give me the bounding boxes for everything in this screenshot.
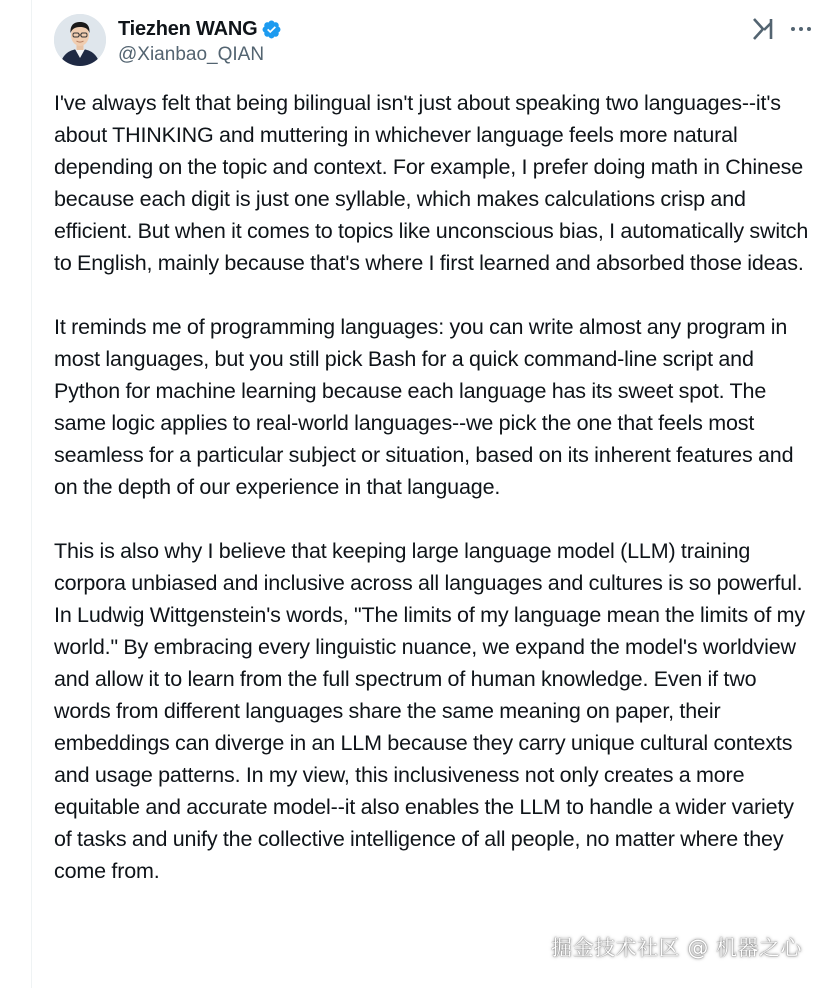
tweet-paragraph: It reminds me of programming languages: you can write almost any program in most languages, but you still pick Bash for a quick command-line script and Python for machine learning because each language has its sweet spot. The same logic applies to real-world languages--we pick the one that feels most seamless for a particular subject or situation, based on its inherent features and on the depth of our experience in that language. [54, 315, 794, 499]
avatar[interactable] [54, 14, 106, 66]
watermark: 掘金技术社区 @ 机器之心 [551, 936, 802, 960]
verified-badge-icon[interactable] [261, 19, 282, 40]
more-options-icon[interactable] [788, 16, 814, 42]
tweet-paragraph: I've always felt that being bilingual isn't just about speaking two languages--it's about THINKING and muttering in whichever language feels more natural depending on the topic and context. For example, I prefer doing math in Chinese because each digit is just one syllable, which makes calculations crisp and efficient. But when it comes to topics like unconscious bias, I automatically switch to English, mainly because that's where I first learned and absorbed those ideas. [54, 91, 809, 275]
display-name[interactable]: Tiezhen WANG [118, 17, 258, 40]
author-handle[interactable]: @Xianbao_QIAN [118, 44, 265, 65]
header-actions [750, 16, 814, 42]
grok-icon[interactable] [750, 16, 776, 42]
tweet-paragraph: This is also why I believe that keeping large language model (LLM) training corpora unbiased and inclusive across all languages and cultures is so powerful. In Ludwig Wittgenstein's words, "The limits of my language mean the limits of my world." By embracing every linguistic nuance, we expand the model's worldview and allow it to learn from the full spectrum of human knowledge. Even if two words from different languages share the same meaning on paper, their embeddings can diverge in an LLM because they carry unique cultural contexts and usage patterns. In my view, this inclusiveness not only creates a more equitable and accurate model--it also enables the LLM to handle a wider variety of tasks and unify the collective intelligence of all people, no matter where they come from. [54, 539, 805, 883]
tweet-header [54, 14, 814, 70]
name-row [118, 16, 282, 42]
timeline-divider [31, 0, 32, 988]
avatar-photo [54, 14, 106, 66]
tweet-text [54, 87, 814, 919]
author-info [118, 16, 282, 66]
